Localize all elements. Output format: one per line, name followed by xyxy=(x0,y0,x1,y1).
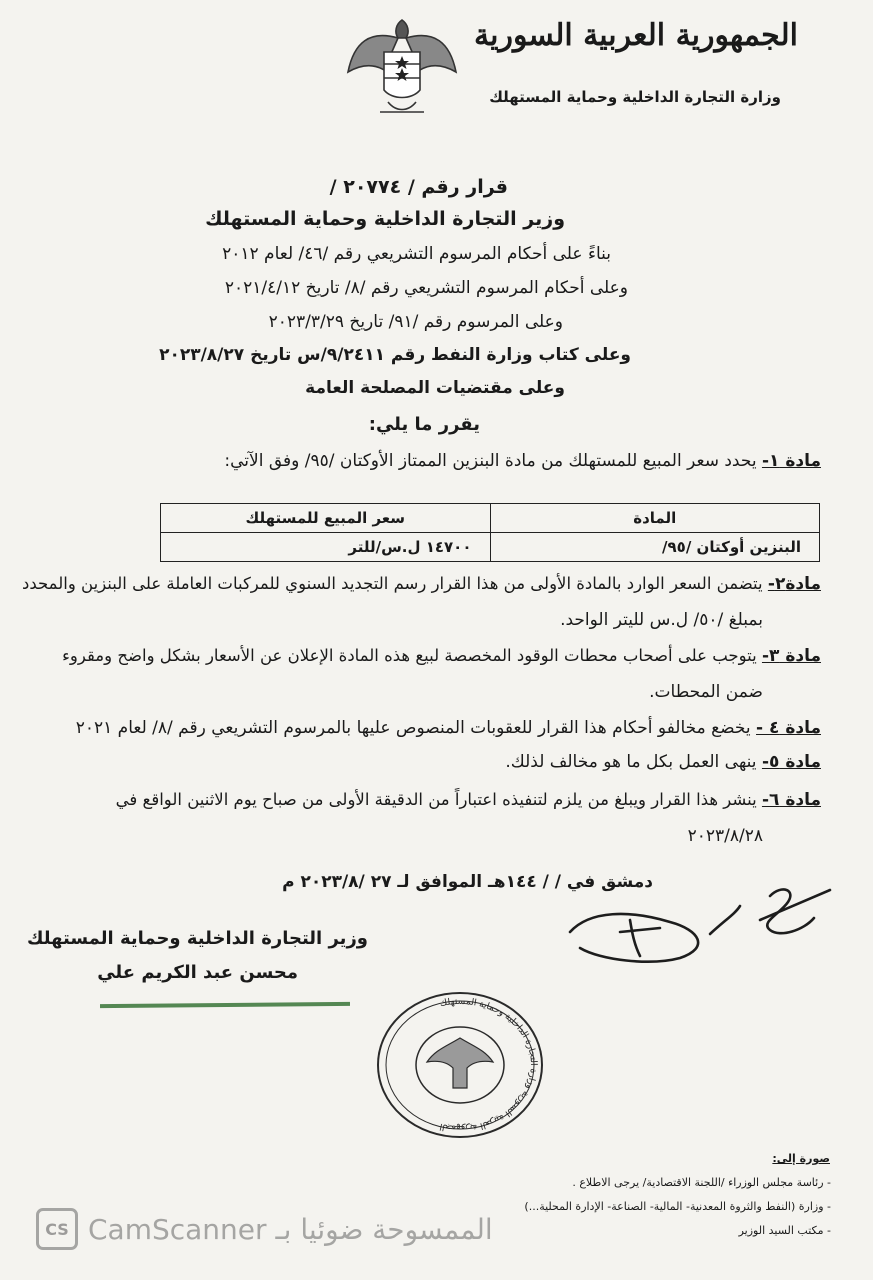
table-row xyxy=(161,533,820,562)
article-3 xyxy=(62,646,821,666)
preamble-line: وعلى كتاب وزارة النفط رقم ٩/٢٤١١/س تاريخ ٢٠٢٣/٨/٢٧ xyxy=(159,345,631,365)
article-5 xyxy=(505,752,821,772)
article-label: مادة ٥- xyxy=(761,752,821,772)
article-text-continued: ضمن المحطات. xyxy=(649,682,763,702)
article-label: مادة٢- xyxy=(767,574,821,594)
article-4 xyxy=(76,718,821,738)
republic-heading: الجمهورية العربية السورية xyxy=(474,18,798,53)
copies-title: صورة إلى: xyxy=(772,1152,830,1165)
article-label: مادة ١- xyxy=(761,451,821,471)
signatory-title: وزير التجارة الداخلية وحماية المستهلك xyxy=(27,928,368,949)
copies-item-text: مكتب السيد الوزير xyxy=(738,1224,824,1237)
decision-issuer: وزير التجارة الداخلية وحماية المستهلك xyxy=(205,208,565,230)
price-table xyxy=(160,503,820,562)
article-6 xyxy=(116,790,821,810)
signature-underline xyxy=(100,1002,350,1008)
article-text: يتضمن السعر الوارد بالمادة الأولى من هذا القرار رسم التجديد السنوي للمركبات العاملة على البنزين والمحدد xyxy=(22,574,763,593)
eagle-emblem-icon xyxy=(340,12,464,128)
official-seal-icon xyxy=(375,990,545,1140)
table-header-cell: سعر المبيع للمستهلك xyxy=(161,504,491,533)
copies-item-text: وزارة (النفط والثروة المعدنية- المالية- الصناعة- الإدارة المحلية...) xyxy=(524,1200,824,1213)
seal-text: الجمهورية العربية السورية وزارة التجارة الداخلية وحماية المستهلك xyxy=(438,996,539,1134)
watermark-text: CamScanner الممسوحة ضوئيا بـ xyxy=(88,1212,493,1246)
preamble-line: وعلى المرسوم رقم /٩١/ تاريخ ٢٠٢٣/٣/٢٩ xyxy=(268,312,563,332)
article-label: مادة ٤ - xyxy=(756,718,821,738)
copies-item: - مكتب السيد الوزير xyxy=(738,1224,831,1237)
ministry-heading: وزارة التجارة الداخلية وحماية المستهلك xyxy=(489,88,781,106)
decision-number: قرار رقم / ٢٠٧٧٤ / xyxy=(329,176,508,198)
article-label: مادة ٣- xyxy=(761,646,821,666)
article-text-continued: ٢٠٢٣/٨/٢٨ xyxy=(687,826,763,846)
copies-item: - رئاسة مجلس الوزراء /اللجنة الاقتصادية/ يرجى الاطلاع . xyxy=(572,1176,831,1189)
article-text: ينشر هذا القرار ويبلغ من يلزم لتنفيذه اعتباراً من الدقيقة الأولى من صباح يوم الاثنين الواقع في xyxy=(115,790,757,809)
camscanner-logo-icon: CS xyxy=(36,1208,78,1250)
article-text: يخضع مخالفو أحكام هذا القرار للعقوبات المنصوص عليها بالمرسوم التشريعي رقم /٨/ لعام ٢٠٢١ xyxy=(75,718,751,738)
camscanner-watermark xyxy=(36,1208,493,1250)
article-label: مادة ٦- xyxy=(761,790,821,810)
copies-item: - وزارة (النفط والثروة المعدنية- المالية- الصناعة- الإدارة المحلية...) xyxy=(524,1200,831,1213)
copies-item-text: رئاسة مجلس الوزراء /اللجنة الاقتصادية/ يرجى الاطلاع . xyxy=(572,1176,824,1189)
handwritten-signature xyxy=(560,870,840,970)
preamble-line: وعلى أحكام المرسوم التشريعي رقم /٨/ تاريخ ٢٠٢١/٤/١٢ xyxy=(224,278,628,298)
article-text-continued: بمبلغ /٥٠/ ل.س لليتر الواحد. xyxy=(560,610,763,630)
table-header-row xyxy=(161,504,820,533)
table-header-cell: المادة xyxy=(490,504,820,533)
article-text: يتوجب على أصحاب محطات الوقود المخصصة لبيع هذه المادة الإعلان عن الأسعار بشكل واضح ومقروء xyxy=(62,646,757,665)
preamble-line: وعلى مقتضيات المصلحة العامة xyxy=(305,378,565,398)
table-cell: البنزين أوكتان /٩٥/ xyxy=(490,533,820,562)
issue-date-line: دمشق في / / ١٤٤هـ الموافق لـ ٢٧ /٢٠٢٣/٨ م xyxy=(282,872,653,892)
decides-heading: يقرر ما يلي: xyxy=(368,414,480,435)
article-1 xyxy=(224,451,821,471)
article-text: ينهى العمل بكل ما هو مخالف لذلك. xyxy=(505,752,757,772)
preamble-line: بناءً على أحكام المرسوم التشريعي رقم /٤٦/ لعام ٢٠١٢ xyxy=(222,244,611,264)
signatory-name: محسن عبد الكريم علي xyxy=(97,962,298,983)
article-text: يحدد سعر المبيع للمستهلك من مادة البنزين الممتاز الأوكتان /٩٥/ وفق الآتي: xyxy=(224,451,757,471)
article-2 xyxy=(22,574,821,594)
table-cell: ١٤٧٠٠ ل.س/للتر xyxy=(161,533,491,562)
